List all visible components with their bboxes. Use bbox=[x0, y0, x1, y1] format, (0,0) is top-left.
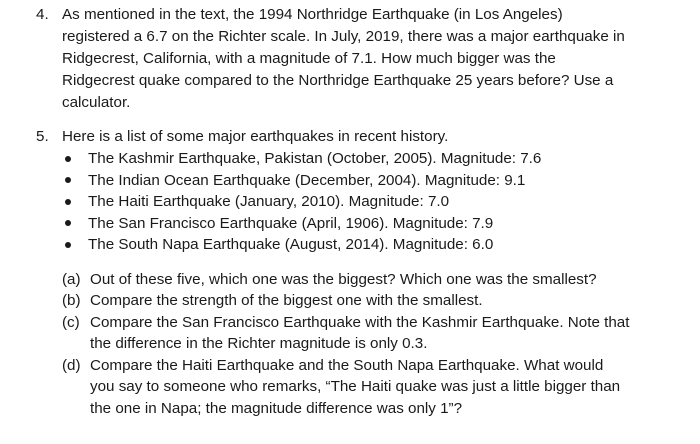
problem-text-line: registered a 6.7 on the Richter scale. In July, 2019, there was a major earthquake in bbox=[62, 28, 625, 45]
problem-text-line: Ridgecrest, California, with a magnitude of 7.1. How much bigger was the bbox=[62, 50, 556, 67]
list-item bbox=[64, 148, 686, 170]
list-item-text: The San Francisco Earthquake (April, 1906). Magnitude: 7.9 bbox=[88, 214, 494, 232]
problem-5 bbox=[36, 126, 686, 419]
problem-intro: Here is a list of some major earthquakes in recent history. bbox=[62, 128, 449, 145]
list-item bbox=[64, 234, 686, 256]
subpart-text-line: Out of these five, which one was the biggest? Which one was the smallest? bbox=[90, 270, 597, 288]
list-item bbox=[64, 191, 686, 213]
problem-text-line: As mentioned in the text, the 1994 Northridge Earthquake (in Los Angeles) bbox=[62, 6, 563, 23]
subpart-label: (b) bbox=[62, 292, 81, 309]
subpart-d bbox=[62, 355, 686, 420]
subpart-label: (a) bbox=[62, 270, 81, 288]
list-item bbox=[64, 213, 686, 235]
subpart-text-line: Compare the strength of the biggest one with the smallest. bbox=[90, 292, 483, 309]
bullet-icon bbox=[65, 220, 71, 226]
subpart-text-line: the one in Napa; the magnitude difference was only 1”? bbox=[90, 399, 463, 417]
subpart-b bbox=[62, 290, 686, 312]
subpart-text-line: the difference in the Richter magnitude is only 0.3. bbox=[90, 335, 428, 352]
list-item-text: The South Napa Earthquake (August, 2014). Magnitude: 6.0 bbox=[88, 236, 494, 253]
subpart-text-line: you say to someone who remarks, “The Haiti quake was just a little bigger than bbox=[90, 378, 621, 395]
bullet-icon bbox=[65, 242, 71, 248]
problem-number: 5. bbox=[36, 128, 49, 145]
subparts bbox=[62, 269, 686, 420]
subpart-label: (d) bbox=[62, 356, 81, 374]
subpart-a bbox=[62, 269, 686, 291]
problem-text bbox=[62, 4, 686, 114]
list-item bbox=[64, 170, 686, 192]
problem-4 bbox=[36, 4, 686, 114]
list-item-text: The Haiti Earthquake (January, 2010). Magnitude: 7.0 bbox=[88, 193, 450, 210]
bullet-icon bbox=[65, 177, 71, 183]
problem-number: 4. bbox=[36, 6, 49, 23]
list-item-text: The Kashmir Earthquake, Pakistan (October, 2005). Magnitude: 7.6 bbox=[88, 150, 542, 167]
subpart-c bbox=[62, 312, 686, 355]
subpart-text-line: Compare the Haiti Earthquake and the South Napa Earthquake. What would bbox=[90, 356, 604, 374]
bullet-icon bbox=[65, 199, 71, 205]
problem-text-line: Ridgecrest quake compared to the Northridge Earthquake 25 years before? Use a bbox=[62, 72, 614, 89]
earthquake-list bbox=[64, 148, 686, 256]
bullet-icon bbox=[65, 156, 71, 162]
subpart-label: (c) bbox=[62, 313, 80, 331]
problem-text-line: calculator. bbox=[62, 94, 131, 111]
list-item-text: The Indian Ocean Earthquake (December, 2004). Magnitude: 9.1 bbox=[88, 171, 526, 189]
problem-text bbox=[62, 126, 686, 419]
subpart-text-line: Compare the San Francisco Earthquake with the Kashmir Earthquake. Note that bbox=[90, 313, 630, 331]
